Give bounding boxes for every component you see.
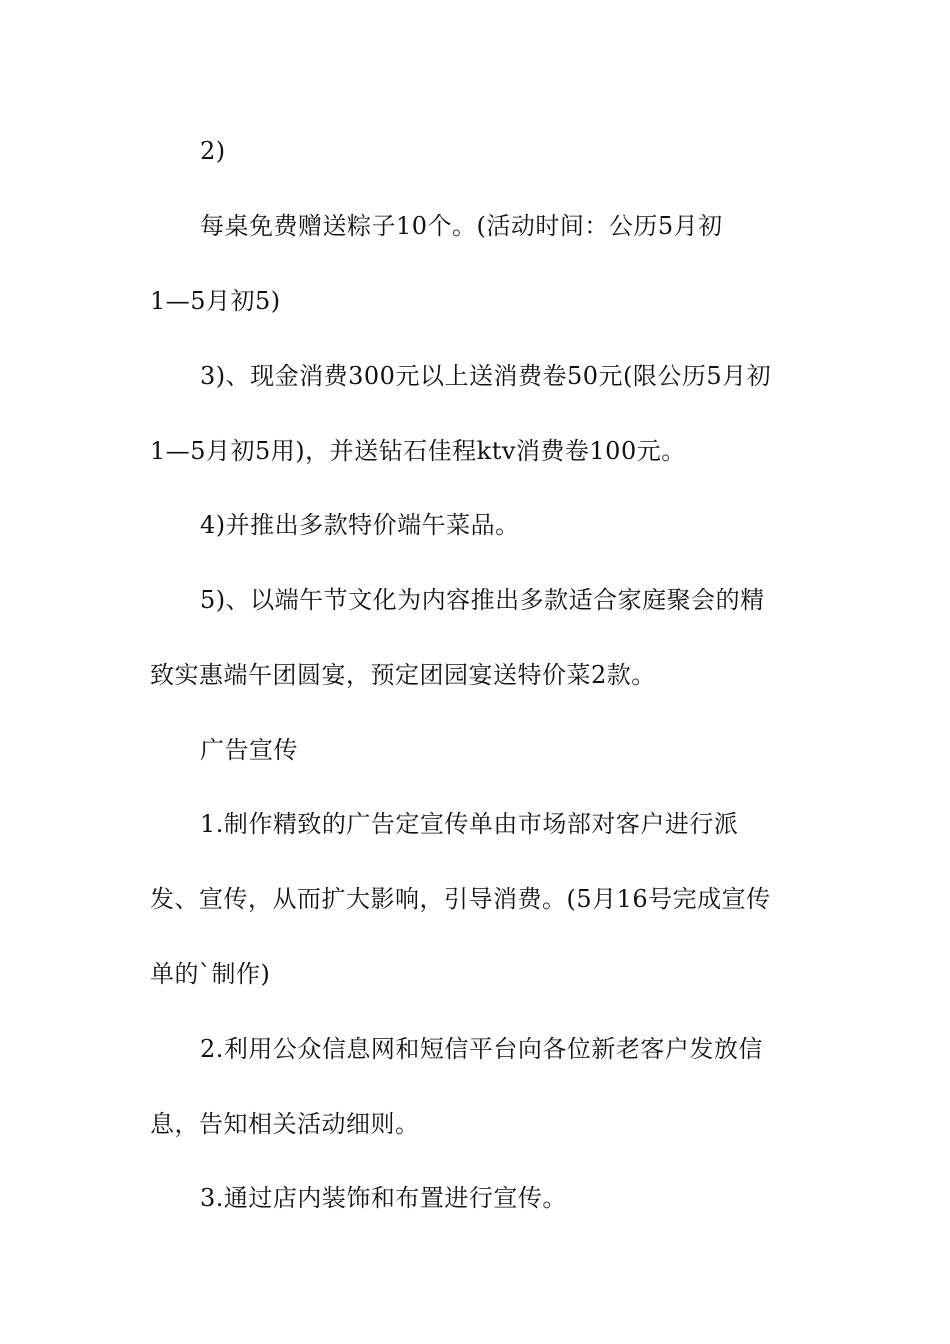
paragraph-line: 5)、以端午节文化为内容推出多款适合家庭聚会的精 [200,586,765,614]
paragraph-line: 2) [200,137,226,165]
paragraph-line: 每桌免费赠送粽子10个。(活动时间：公历5月初 [200,212,723,240]
paragraph-line: 1.制作精致的广告定宣传单由市场部对客户进行派 [200,810,739,838]
paragraph-line: 4)并推出多款特价端午菜品。 [200,511,520,539]
section-heading: 广告宣传 [200,736,298,764]
paragraph-line: 发、宣传，从而扩大影响，引导消费。(5月16号完成宣传 [150,885,771,913]
paragraph-line: 3)、现金消费300元以上送消费卷50元(限公历5月初 [200,362,772,390]
paragraph-line: 致实惠端午团圆宴，预定团园宴送特价菜2款。 [150,661,656,689]
paragraph-line: 1—5月初5用)，并送钻石佳程ktv消费卷100元。 [150,437,686,465]
paragraph-line: 息，告知相关活动细则。 [150,1110,420,1138]
paragraph-line: 1—5月初5) [150,287,281,315]
paragraph-line: 3.通过店内装饰和布置进行宣传。 [200,1184,567,1212]
paragraph-line: 单的`制作) [150,960,271,988]
paragraph-line: 2.利用公众信息网和短信平台向各位新老客户发放信 [200,1035,763,1063]
